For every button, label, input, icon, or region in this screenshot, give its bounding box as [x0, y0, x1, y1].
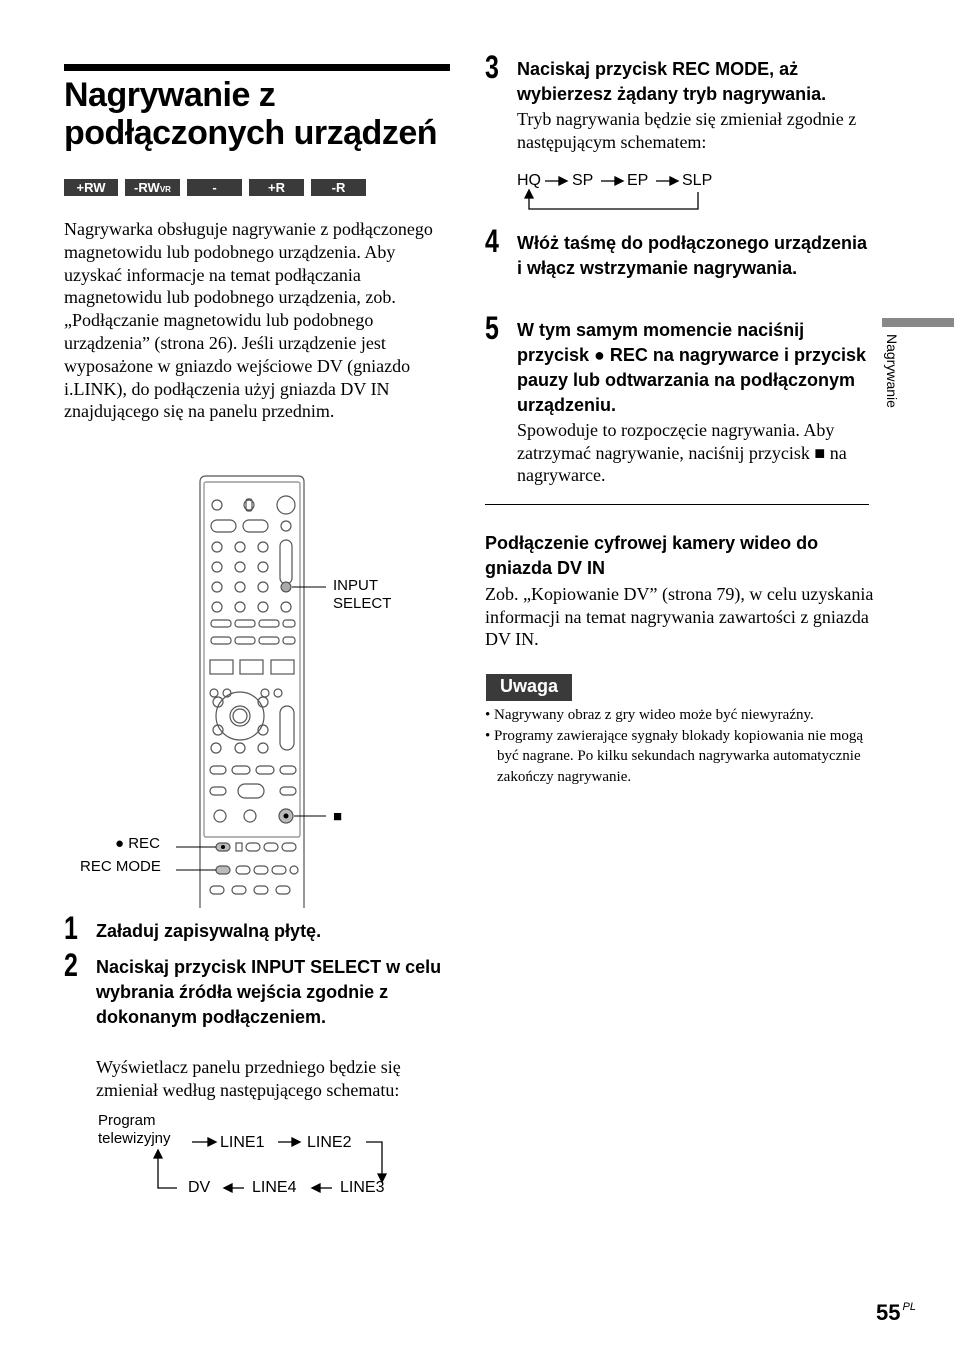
step-2-number: 2 — [64, 947, 78, 983]
section-divider — [485, 504, 869, 505]
dv-in-body: Zob. „Kopiowanie DV” (strona 79), w celu uzyskania informacji na temat nagrywania zawartości z gniazda DV IN. — [485, 584, 874, 649]
line3-label: LINE3 — [340, 1179, 385, 1196]
step-3-body: Tryb nagrywania będzie się zmieniał zgodnie z następującym schematem: — [517, 109, 857, 152]
title-rule — [64, 64, 450, 71]
note-item: • Nagrywany obraz z gry wideo może być niewyraźny. — [485, 707, 814, 723]
step-5-body: Spowoduje to rozpoczęcie nagrywania. Aby zatrzymać nagrywanie, naciśnij przycisk ■ na nagrywarce. — [517, 420, 847, 485]
line4-label: LINE4 — [252, 1179, 297, 1196]
step-3-number: 3 — [485, 49, 499, 85]
page-title: Nagrywanie z podłączonych urządzeń — [64, 76, 437, 152]
disc-type-badges — [64, 179, 366, 212]
badge-minus-rw-video: -RWVideo — [187, 179, 242, 196]
badge-minus-r: -R — [311, 179, 366, 196]
select-label: SELECT — [333, 595, 392, 612]
mode-cycle-arrows — [517, 170, 717, 214]
badge-plus-r: +R — [249, 179, 304, 196]
step-1-heading: Załaduj zapisywalną płytę. — [96, 921, 322, 941]
program-label-1: Program — [98, 1112, 156, 1129]
badge-minus-rw-vr: -RWVR — [125, 179, 180, 196]
intro-paragraph: Nagrywarka obsługuje nagrywanie z podłączonego magnetowidu lub podobnego urządzenia. Aby uzyskać informacje na temat podłączania magnetowidu lub podobnego urządzenia, zob. „Podłączanie magnetowidu lub podobnego urządzenia” (strona 26). Jeśli urządzenie jest wyposażone w gniazdo wejściowe DV (gniazdo i.LINK), do podłączenia użyj gniazda DV IN znajdującego się na panelu przednim. — [64, 219, 433, 422]
note-item: • Programy zawierające sygnały blokady kopiowania nie mogą być nagrane. Po kilku sekundach nagrywarka automatycznie zakończy nagrywanie. — [485, 727, 864, 785]
step-4-number: 4 — [485, 223, 499, 259]
remote-control-illustration — [60, 472, 410, 908]
rec-mode-label: REC MODE — [80, 858, 161, 875]
step-1-number: 1 — [64, 910, 78, 946]
notes-list — [485, 705, 865, 787]
dv-label: DV — [188, 1179, 211, 1196]
dv-in-heading: Podłączenie cyfrowej kamery wideo do gniazda DV IN — [485, 533, 819, 578]
section-tab-bar — [882, 318, 954, 327]
page-number: 55 $^{PL}$ — [876, 1300, 916, 1325]
rec-label: ● REC — [115, 835, 160, 852]
step-3-heading: Naciskaj przycisk REC MODE, aż wybierzesz żądany tryb nagrywania. — [517, 59, 827, 104]
program-label-2: telewizyjny — [98, 1130, 171, 1147]
mode-ep: EP — [627, 172, 649, 189]
input-label: INPUT — [333, 577, 378, 594]
mode-hq: HQ — [517, 172, 541, 189]
mode-slp: SLP — [682, 172, 713, 189]
step-4-heading: Włóż taśmę do podłączonego urządzenia i włącz wstrzymanie nagrywania. — [517, 233, 868, 278]
badge-plus-rw: +RW — [64, 179, 118, 196]
stop-label: ■ — [333, 808, 343, 825]
section-tab-label: Nagrywanie — [884, 334, 900, 408]
mode-sp: SP — [572, 172, 594, 189]
line2-label: LINE2 — [307, 1134, 352, 1151]
step-2-body: Wyświetlacz panelu przedniego będzie się zmieniał według następującego schematu: — [96, 1057, 401, 1100]
step-5-heading: W tym samym momencie naciśnij przycisk ● REC na nagrywarce i przycisk pauzy lub odtwarzania na podłączonym urządzeniu. — [517, 320, 867, 415]
step-5-number: 5 — [485, 310, 499, 346]
note-heading: Uwaga — [486, 674, 572, 701]
line1-label: LINE1 — [220, 1134, 265, 1151]
step-2-heading: Naciskaj przycisk INPUT SELECT w celu wybrania źródła wejścia zgodnie z dokonanym podłączeniem. — [96, 957, 442, 1027]
